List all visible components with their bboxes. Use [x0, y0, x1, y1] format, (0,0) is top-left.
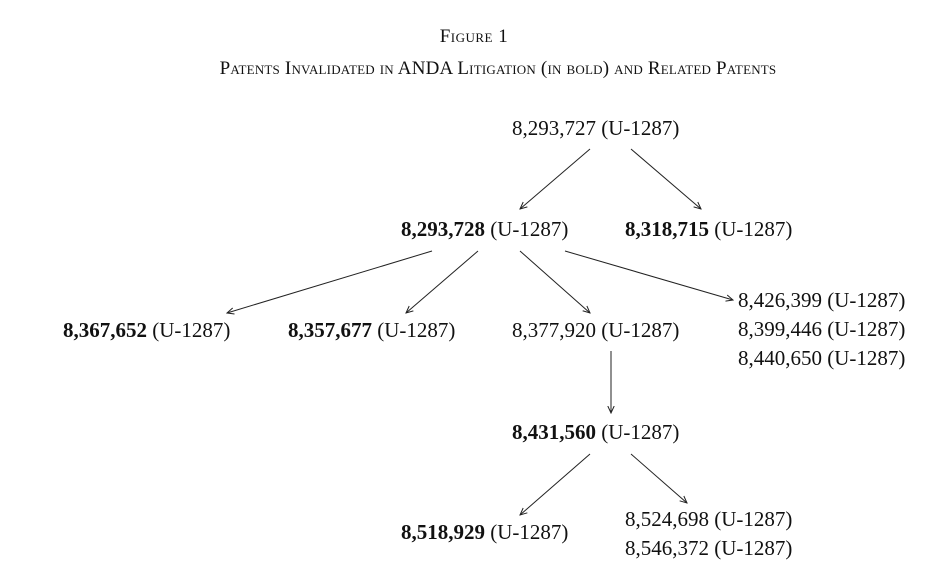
patent-number: 8,440,650 [738, 346, 822, 370]
patent-group-item [738, 286, 905, 315]
patent-number: 8,524,698 [625, 507, 709, 531]
patent-node-8357677 [288, 316, 455, 345]
patent-group-right [738, 286, 905, 373]
patent-number-bold: 8,318,715 [625, 217, 709, 241]
patent-number-bold: 8,293,728 [401, 217, 485, 241]
patent-number-bold: 8,357,677 [288, 318, 372, 342]
patent-node-8431560 [512, 418, 679, 447]
patent-use-code: (U-1287) [709, 217, 793, 241]
patent-group-item [738, 344, 905, 373]
edge-728-to-group-right [565, 251, 733, 300]
patent-group-item [625, 534, 792, 563]
patent-use-code: (U-1287) [485, 217, 569, 241]
edge-560-to-929 [520, 454, 590, 515]
patent-group-item [738, 315, 905, 344]
patent-use-code: (U-1287) [596, 420, 680, 444]
patent-number: 8,546,372 [625, 536, 709, 560]
patent-number: 8,399,446 [738, 317, 822, 341]
patent-use-code: (U-1287) [709, 507, 793, 531]
patent-node-8293727 [512, 114, 679, 143]
patent-use-code: (U-1287) [596, 318, 680, 342]
patent-node-8518929 [401, 518, 568, 547]
patent-number-bold: 8,431,560 [512, 420, 596, 444]
patent-number-bold: 8,367,652 [63, 318, 147, 342]
patent-use-code: (U-1287) [822, 288, 906, 312]
edge-727-to-715 [631, 149, 701, 209]
patent-number: 8,426,399 [738, 288, 822, 312]
figure-title: Patents Invalidated in ANDA Litigation (in bold) and Related Patents [219, 58, 777, 79]
edge-727-to-728 [520, 149, 590, 209]
edge-728-to-652 [227, 251, 432, 313]
patent-number: 8,377,920 [512, 318, 596, 342]
patent-use-code: (U-1287) [372, 318, 456, 342]
patent-use-code: (U-1287) [822, 346, 906, 370]
patent-number: 8,293,727 [512, 116, 596, 140]
patent-group-item [625, 505, 792, 534]
patent-use-code: (U-1287) [709, 536, 793, 560]
edge-728-to-920 [520, 251, 590, 313]
patent-use-code: (U-1287) [485, 520, 569, 544]
patent-use-code: (U-1287) [596, 116, 680, 140]
patent-use-code: (U-1287) [822, 317, 906, 341]
edge-728-to-677 [406, 251, 478, 313]
patent-group-bottom [625, 505, 792, 563]
patent-number-bold: 8,518,929 [401, 520, 485, 544]
edge-560-to-group-bottom [631, 454, 687, 503]
patent-node-8377920 [512, 316, 679, 345]
patent-node-8293728 [401, 215, 568, 244]
figure-label: Figure 1 [439, 26, 509, 47]
patent-node-8318715 [625, 215, 792, 244]
patent-use-code: (U-1287) [147, 318, 231, 342]
patent-node-8367652 [63, 316, 230, 345]
